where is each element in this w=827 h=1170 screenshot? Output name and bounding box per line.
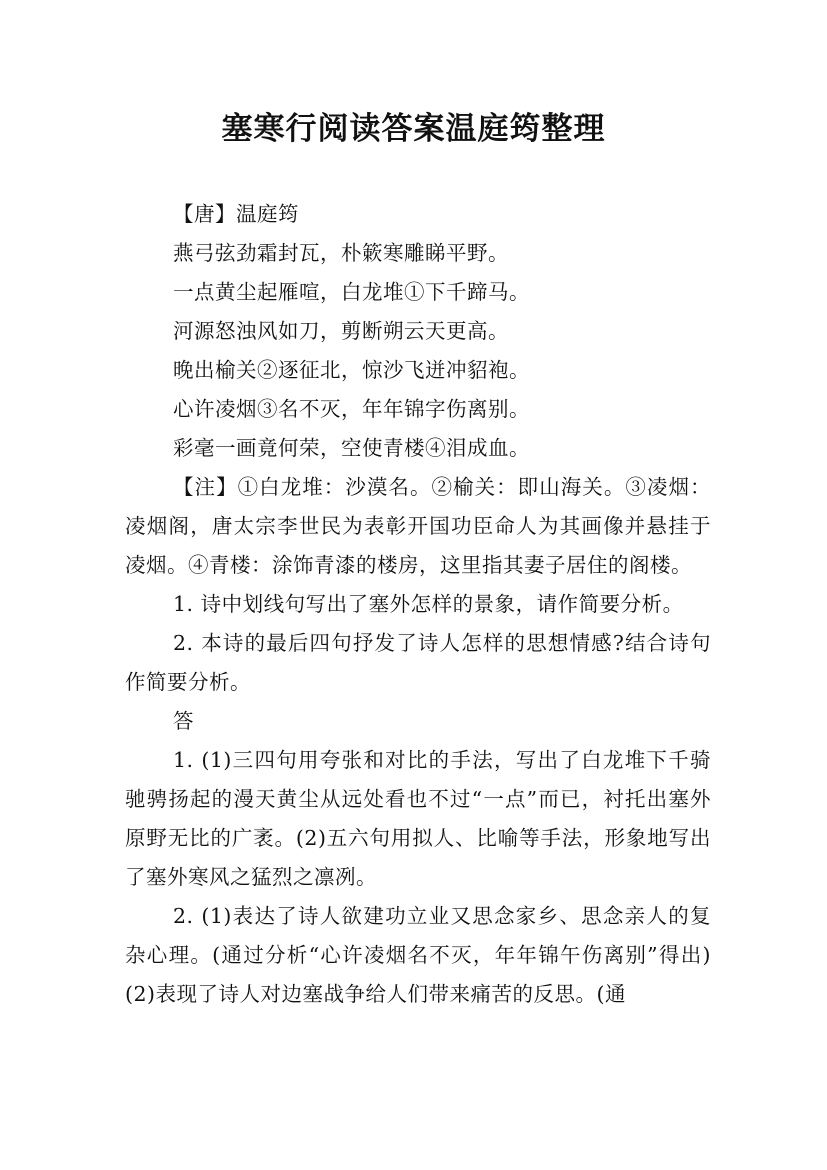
- document-body: [125, 195, 711, 1014]
- poem-line-6: 彩毫一画竟何荣，空使青楼④泪成血。: [173, 436, 530, 460]
- poem-line-5: 心许凌烟③名不灭，年年锦字伤离别。: [173, 397, 530, 421]
- notes-paragraph: 【注】①白龙堆：沙漠名。②榆关：即山海关。③凌烟：凌烟阁，唐太宗李世民为表彰开国功臣命人为其画像并悬挂于凌烟。④青楼：涂饰青漆的楼房，这里指其妻子居住的阁楼。: [125, 475, 711, 577]
- poem-line-2: 一点黄尘起雁喧，白龙堆①下千蹄马。: [173, 280, 530, 304]
- poem-line-4: 晚出榆关②逐征北，惊沙飞迸冲貂袍。: [173, 358, 530, 382]
- question-1: 1. 诗中划线句写出了塞外怎样的景象，请作简要分析。: [173, 592, 684, 616]
- answer-1: 1. (1)三四句用夸张和对比的手法，写出了白龙堆下千骑驰骋扬起的漫天黄尘从远处看也不过“一点”而已，衬托出塞外原野无比的广袤。(2)五六句用拟人、比喻等手法，形象地写出了塞外寒风之猛烈之凛冽。: [125, 748, 711, 889]
- poem-line-1: 燕弓弦劲霜封瓦，朴簌寒雕睇平野。: [173, 241, 509, 265]
- document-title: 塞寒行阅读答案温庭筠整理: [221, 111, 606, 147]
- answer-heading: 答: [173, 709, 194, 733]
- poem-line-3: 河源怒浊风如刀，剪断朔云天更高。: [173, 319, 509, 343]
- question-2: 2. 本诗的最后四句抒发了诗人怎样的思想情感?结合诗句作简要分析。: [125, 631, 711, 694]
- answer-2: 2. (1)表达了诗人欲建功立业又思念家乡、思念亲人的复杂心理。(通过分析“心许凌烟名不灭，年年锦午伤离别”得出)(2)表现了诗人对边塞战争给人们带来痛苦的反思。(通: [125, 904, 711, 1006]
- author-line: 【唐】温庭筠: [173, 202, 299, 226]
